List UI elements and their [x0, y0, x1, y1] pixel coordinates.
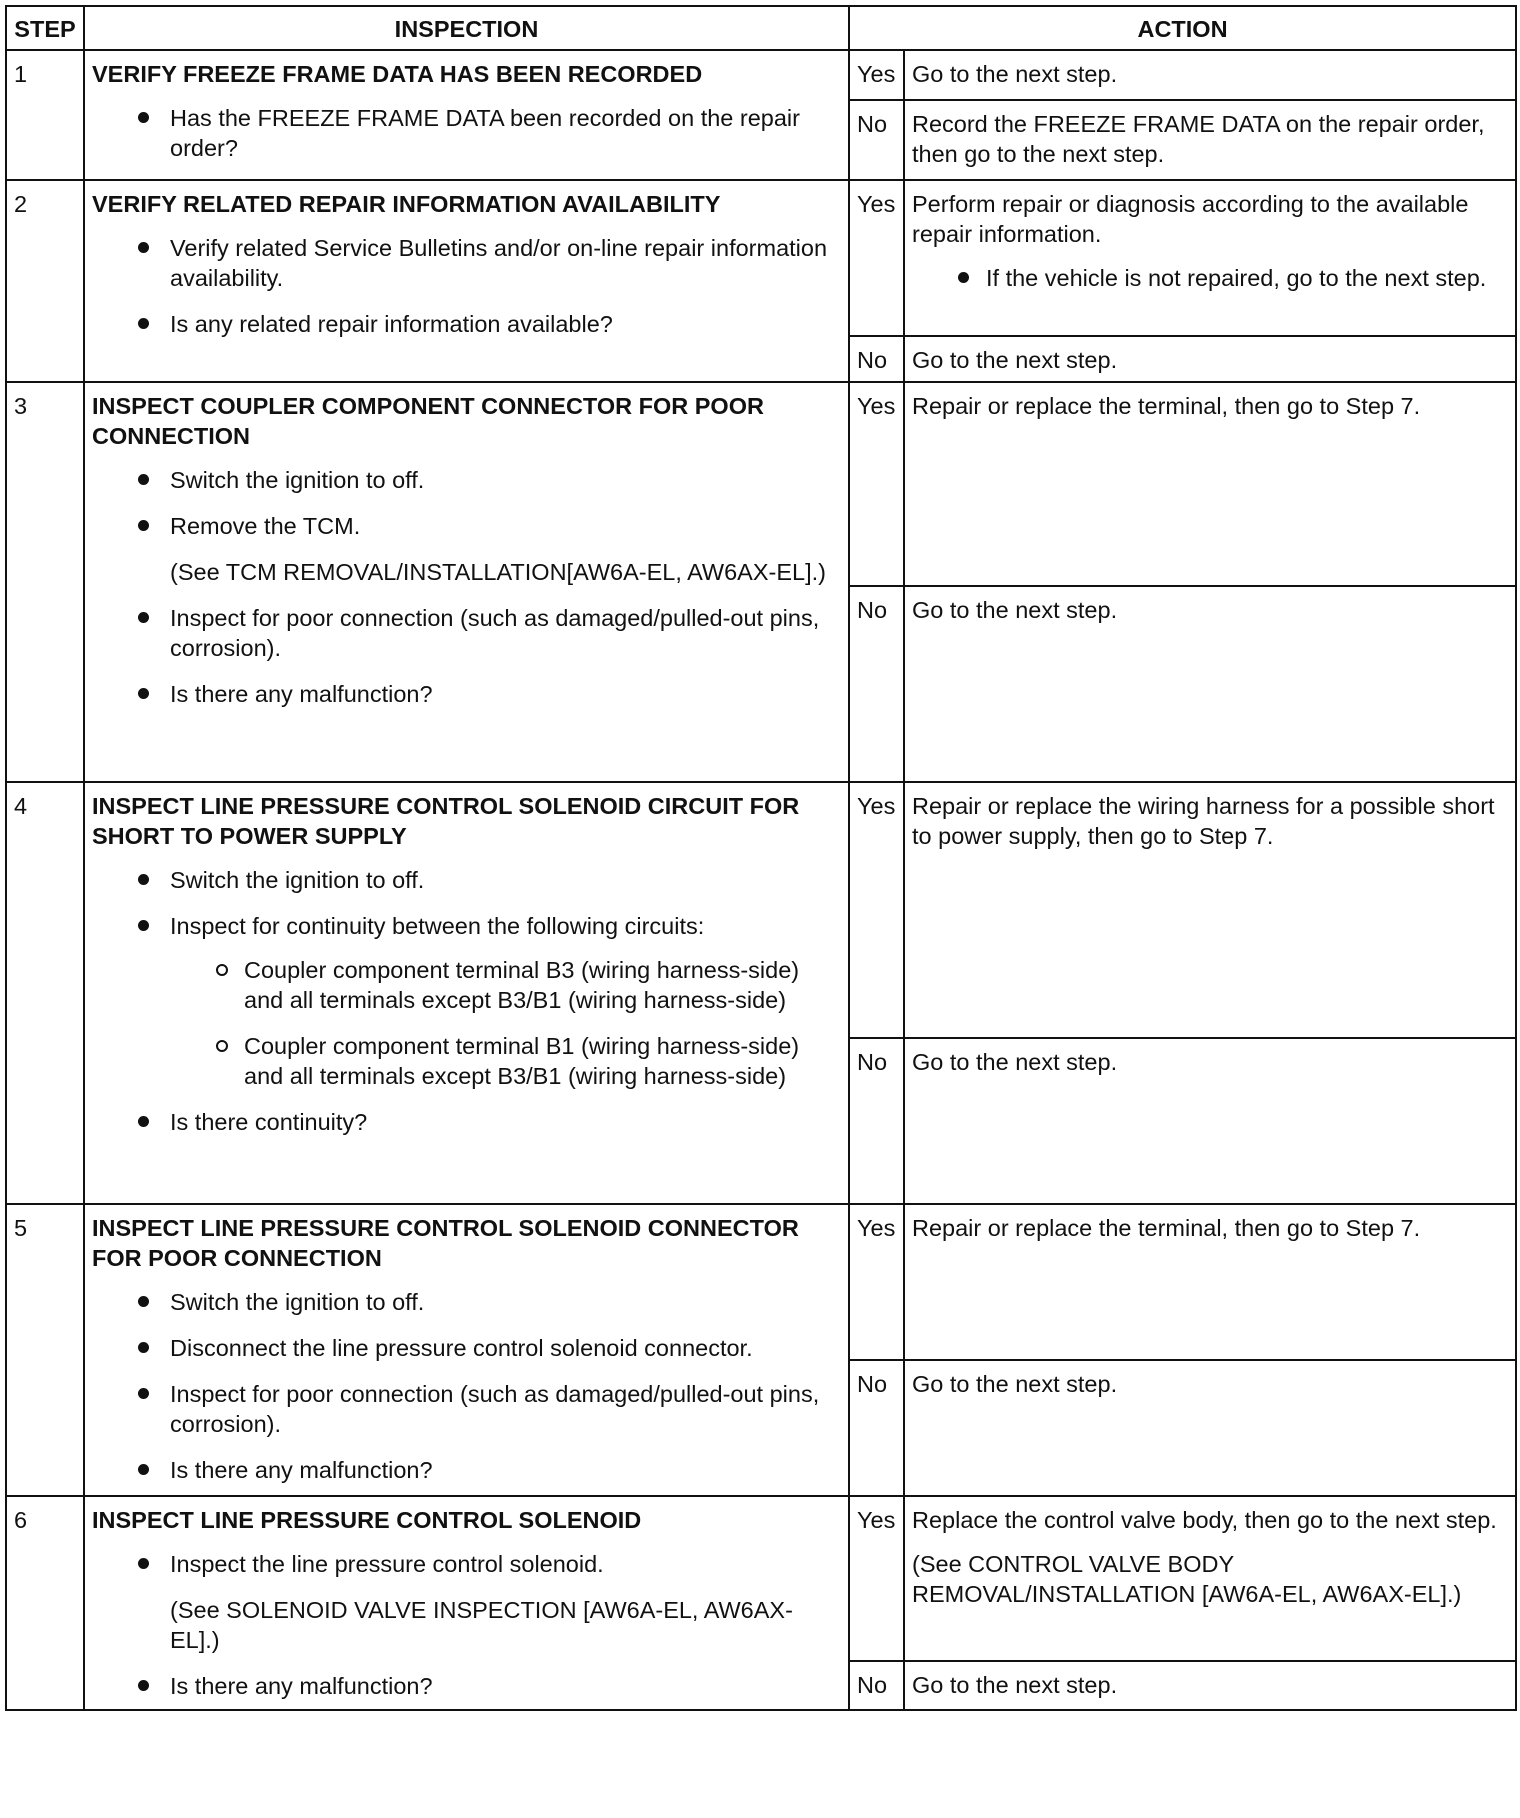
- sub-list: [170, 955, 841, 1091]
- list-item: Inspect the line pressure control solenoid.: [92, 1549, 841, 1579]
- inspection-list: [92, 865, 841, 1137]
- no-action: Go to the next step.: [904, 1360, 1516, 1496]
- yes-action-cell: [904, 1496, 1516, 1661]
- list-item: Is there any malfunction?: [92, 1671, 841, 1701]
- step-column-header: STEP: [6, 6, 84, 50]
- no-label: No: [849, 1360, 904, 1496]
- list-item: Switch the ignition to off.: [92, 865, 841, 895]
- step-4-yes-row: [6, 782, 1516, 1038]
- step-title: INSPECT LINE PRESSURE CONTROL SOLENOID CONNECTOR FOR POOR CONNECTION: [92, 1215, 799, 1271]
- step-number: 1: [6, 50, 84, 180]
- yes-label: Yes: [849, 382, 904, 586]
- step-2-inspection: [84, 180, 849, 382]
- yes-action: Repair or replace the terminal, then go to Step 7.: [904, 1204, 1516, 1360]
- step-1-yes-row: [6, 50, 1516, 100]
- inspection-list: [92, 103, 841, 163]
- yes-action: Repair or replace the wiring harness for a possible short to power supply, then go to Step 7.: [904, 782, 1516, 1038]
- step-title: VERIFY RELATED REPAIR INFORMATION AVAILABILITY: [92, 191, 721, 217]
- yes-action: Go to the next step.: [904, 50, 1516, 100]
- step-number: 5: [6, 1204, 84, 1496]
- list-item: Verify related Service Bulletins and/or on-line repair information availability.: [92, 233, 841, 293]
- no-action: Record the FREEZE FRAME DATA on the repair order, then go to the next step.: [904, 100, 1516, 180]
- step-number: 3: [6, 382, 84, 782]
- step-3-inspection: [84, 382, 849, 782]
- step-5-inspection: [84, 1204, 849, 1496]
- step-number: 2: [6, 180, 84, 382]
- step-6-inspection: [84, 1496, 849, 1710]
- list-item: Inspect for poor connection (such as damaged/pulled-out pins, corrosion).: [92, 1379, 841, 1439]
- reference-note: (See TCM REMOVAL/INSTALLATION[AW6A-EL, AW6AX-EL].): [170, 559, 826, 585]
- no-label: No: [849, 336, 904, 382]
- step-title: INSPECT LINE PRESSURE CONTROL SOLENOID CIRCUIT FOR SHORT TO POWER SUPPLY: [92, 793, 800, 849]
- inspection-list: [92, 603, 841, 709]
- no-action: Go to the next step.: [904, 1661, 1516, 1710]
- diagnostic-table: [5, 5, 1517, 1711]
- list-item: Has the FREEZE FRAME DATA been recorded on the repair order?: [92, 103, 841, 163]
- sub-list-item: Coupler component terminal B3 (wiring harness-side) and all terminals except B3/B1 (wiring harness-side): [170, 955, 841, 1015]
- list-item: Disconnect the line pressure control solenoid connector.: [92, 1333, 841, 1363]
- sub-list-item: Coupler component terminal B1 (wiring harness-side) and all terminals except B3/B1 (wiring harness-side): [170, 1031, 841, 1091]
- step-number: 4: [6, 782, 84, 1204]
- step-4-inspection: [84, 782, 849, 1204]
- no-action: Go to the next step.: [904, 1038, 1516, 1204]
- no-label: No: [849, 100, 904, 180]
- action-list: [912, 263, 1508, 293]
- step-6-yes-row: [6, 1496, 1516, 1661]
- list-item: If the vehicle is not repaired, go to the next step.: [912, 263, 1508, 293]
- list-item: Switch the ignition to off.: [92, 465, 841, 495]
- step-5-yes-row: [6, 1204, 1516, 1360]
- no-label: No: [849, 1038, 904, 1204]
- diagnostic-procedure: [5, 5, 1517, 1711]
- no-label: No: [849, 586, 904, 782]
- yes-label: Yes: [849, 1204, 904, 1360]
- list-item: Inspect for poor connection (such as damaged/pulled-out pins, corrosion).: [92, 603, 841, 663]
- list-item: Is there continuity?: [92, 1107, 841, 1137]
- list-item: Switch the ignition to off.: [92, 1287, 841, 1317]
- action-column-header: ACTION: [849, 6, 1516, 50]
- step-title: INSPECT LINE PRESSURE CONTROL SOLENOID: [92, 1507, 642, 1533]
- list-item: [92, 911, 841, 1091]
- yes-label: Yes: [849, 180, 904, 336]
- list-item: Is any related repair information available?: [92, 309, 841, 339]
- no-action: Go to the next step.: [904, 586, 1516, 782]
- yes-action-cell: [904, 180, 1516, 336]
- no-action: Go to the next step.: [904, 336, 1516, 382]
- reference-note: (See CONTROL VALVE BODY REMOVAL/INSTALLATION [AW6A-EL, AW6AX-EL].): [912, 1551, 1462, 1607]
- list-item: Is there any malfunction?: [92, 679, 841, 709]
- yes-label: Yes: [849, 782, 904, 1038]
- inspection-column-header: INSPECTION: [84, 6, 849, 50]
- list-item: Remove the TCM.: [92, 511, 841, 541]
- inspection-list: [92, 1671, 841, 1701]
- step-title: INSPECT COUPLER COMPONENT CONNECTOR FOR POOR CONNECTION: [92, 393, 764, 449]
- inspection-list: [92, 233, 841, 339]
- step-2-yes-row: [6, 180, 1516, 336]
- step-title: VERIFY FREEZE FRAME DATA HAS BEEN RECORDED: [92, 61, 703, 87]
- list-item-text: Inspect for continuity between the following circuits:: [170, 913, 705, 939]
- table-header-row: [6, 6, 1516, 50]
- no-label: No: [849, 1661, 904, 1710]
- inspection-list: [92, 1287, 841, 1485]
- yes-action: Repair or replace the terminal, then go to Step 7.: [904, 382, 1516, 586]
- yes-action: Perform repair or diagnosis according to the available repair information.: [912, 191, 1469, 247]
- inspection-list: [92, 465, 841, 541]
- yes-label: Yes: [849, 1496, 904, 1661]
- step-3-yes-row: [6, 382, 1516, 586]
- step-number: 6: [6, 1496, 84, 1710]
- list-item: Is there any malfunction?: [92, 1455, 841, 1485]
- yes-action: Replace the control valve body, then go to the next step.: [912, 1507, 1497, 1533]
- yes-label: Yes: [849, 50, 904, 100]
- step-1-inspection: [84, 50, 849, 180]
- reference-note: (See SOLENOID VALVE INSPECTION [AW6A-EL, AW6AX-EL].): [170, 1597, 793, 1653]
- inspection-list: [92, 1549, 841, 1579]
